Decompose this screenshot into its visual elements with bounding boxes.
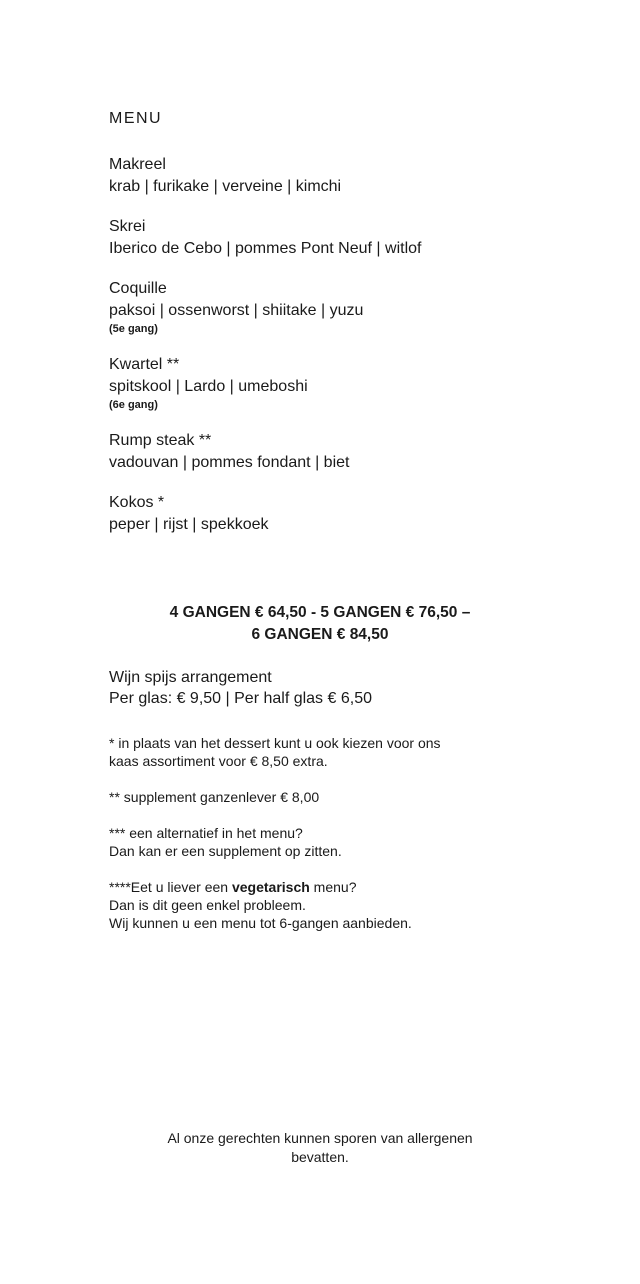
veg-suffix: menu? (309, 879, 357, 895)
supplement-note (109, 788, 569, 806)
course-name: Rump steak ** (109, 432, 212, 449)
course-description: spitskool | Lardo | umeboshi (109, 378, 308, 395)
course-name: Kwartel ** (109, 356, 180, 373)
course-item (109, 154, 569, 198)
course-name: Coquille (109, 280, 167, 297)
course-item (109, 354, 569, 412)
price-line: 4 GANGEN € 64,50 - 5 GANGEN € 76,50 – (169, 604, 471, 621)
note-line: Dan is dit geen enkel probleem. (109, 897, 306, 913)
course-description: paksoi | ossenworst | shiitake | yuzu (109, 302, 364, 319)
wine-arrangement (109, 667, 569, 709)
menu-notes (109, 734, 569, 950)
allergen-line: bevatten. (291, 1149, 349, 1165)
course-name: Kokos * (109, 494, 165, 511)
cheese-note (109, 734, 569, 770)
menu-prices (100, 602, 540, 646)
note-line: ** supplement ganzenlever € 8,00 (109, 789, 320, 805)
note-line: *** een alternatief in het menu? (109, 825, 303, 841)
veg-prefix: ****Eet u liever een (109, 879, 232, 895)
course-name: Makreel (109, 156, 166, 173)
course-list (109, 154, 569, 554)
vegetarian-note (109, 878, 569, 932)
wine-prices: Per glas: € 9,50 | Per half glas € 6,50 (109, 690, 372, 707)
note-line: Wij kunnen u een menu tot 6-gangen aanbieden. (109, 915, 412, 931)
course-item (109, 492, 569, 536)
allergen-notice (90, 1129, 550, 1167)
course-note: (6e gang) (109, 399, 158, 411)
note-line (109, 878, 569, 896)
note-line: kaas assortiment voor € 8,50 extra. (109, 753, 328, 769)
note-line: * in plaats van het dessert kunt u ook kiezen voor ons (109, 735, 441, 751)
note-line: Dan kan er een supplement op zitten. (109, 843, 342, 859)
course-item (109, 216, 569, 260)
course-description: peper | rijst | spekkoek (109, 516, 269, 533)
course-note: (5e gang) (109, 323, 158, 335)
menu-title: MENU (109, 110, 163, 127)
course-description: vadouvan | pommes fondant | biet (109, 454, 350, 471)
course-item (109, 278, 569, 336)
course-description: krab | furikake | verveine | kimchi (109, 178, 342, 195)
allergen-line: Al onze gerechten kunnen sporen van allergenen (167, 1130, 473, 1146)
alternative-note (109, 824, 569, 860)
veg-bold: vegetarisch (231, 879, 310, 895)
course-name: Skrei (109, 218, 146, 235)
course-description: Iberico de Cebo | pommes Pont Neuf | witlof (109, 240, 422, 257)
wine-title: Wijn spijs arrangement (109, 669, 272, 686)
course-item (109, 430, 569, 474)
price-line: 6 GANGEN € 84,50 (251, 626, 389, 643)
